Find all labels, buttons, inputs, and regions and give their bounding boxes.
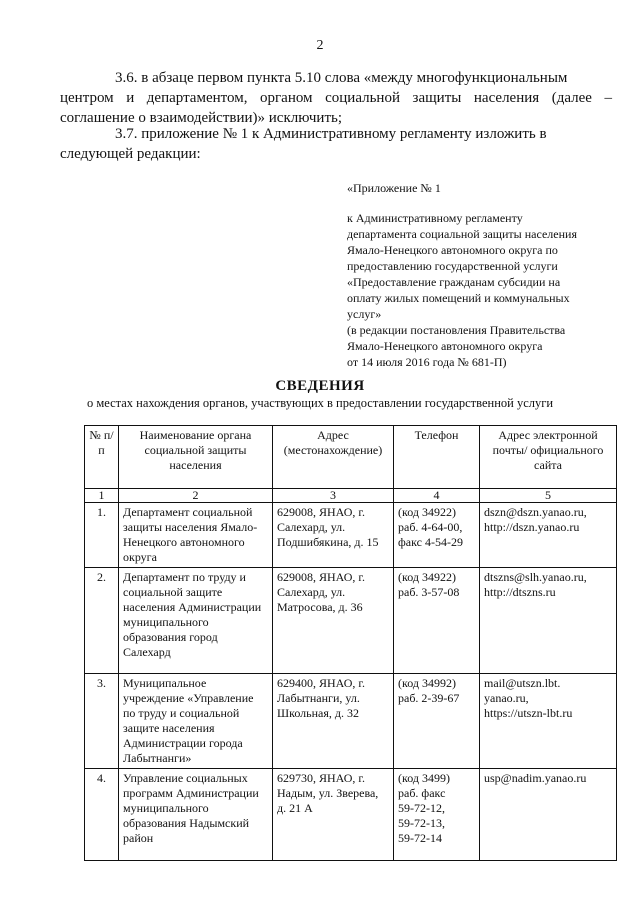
email-line: yanao.ru, bbox=[484, 691, 529, 705]
phone-line: 59-72-13, bbox=[398, 816, 445, 830]
phone-line: (код 3499) bbox=[398, 771, 450, 785]
phone-line: раб. факс bbox=[398, 786, 446, 800]
appendix-line: услуг» bbox=[347, 307, 382, 321]
column-number: 5 bbox=[480, 489, 617, 503]
phone-line: (код 34922) bbox=[398, 570, 456, 584]
organization-phone bbox=[394, 769, 480, 861]
paragraph-continuation: центром и департаментом, органом социальной защиты населения (далее – соглашение о взаимодействии)» исключить; bbox=[60, 90, 612, 126]
organization-contacts bbox=[480, 503, 617, 568]
paragraph-continuation: следующей редакции: bbox=[60, 146, 201, 162]
column-number: 4 bbox=[394, 489, 480, 503]
organization-address: 629008, ЯНАО, г. Салехард, ул. Подшибякина, д. 15 bbox=[273, 503, 394, 568]
appendix-line: «Предоставление гражданам субсидии на bbox=[347, 275, 561, 289]
paragraph-3-6 bbox=[60, 68, 612, 128]
page-number: 2 bbox=[316, 38, 324, 53]
header-phone: Телефон bbox=[394, 426, 480, 489]
organization-address: 629730, ЯНАО, г. Надым, ул. Зверева, д. 21 А bbox=[273, 769, 394, 861]
appendix-line: департамента социальной защиты населения bbox=[347, 227, 577, 241]
header-email-site: Адрес электронной почты/ официального сайта bbox=[480, 426, 617, 489]
table-row bbox=[85, 503, 617, 568]
phone-line: раб. 4-64-00, bbox=[398, 520, 463, 534]
appendix-line: к Административному регламенту bbox=[347, 211, 523, 225]
appendix-line: от 14 июля 2016 года № 681-П) bbox=[347, 355, 507, 369]
organization-name: Муниципальное учреждение «Управление по труду и социальной защите населения Администрации города Лабытнанги» bbox=[119, 674, 273, 769]
section-heading: СВЕДЕНИЯ bbox=[275, 378, 365, 394]
website-line: http://dszn.yanao.ru bbox=[484, 520, 580, 534]
appendix-block bbox=[347, 180, 612, 370]
column-number: 2 bbox=[119, 489, 273, 503]
phone-line: раб. 2-39-67 bbox=[398, 691, 460, 705]
appendix-line: Ямало-Ненецкого автономного округа bbox=[347, 339, 543, 353]
email-line: usp@nadim.yanao.ru bbox=[484, 771, 587, 785]
email-line: dszn@dszn.yanao.ru, bbox=[484, 505, 587, 519]
organization-contacts bbox=[480, 568, 617, 674]
organization-name: Департамент социальной защиты населения Ямало-Ненецкого автономного округа bbox=[119, 503, 273, 568]
phone-line: 59-72-12, bbox=[398, 801, 445, 815]
appendix-line: Ямало-Ненецкого автономного округа по bbox=[347, 243, 558, 257]
organization-phone bbox=[394, 674, 480, 769]
header-organization: Наименование органа социальной защиты населения bbox=[119, 426, 273, 489]
row-number: 3. bbox=[85, 674, 119, 769]
column-number-row bbox=[85, 489, 617, 503]
phone-line: 59-72-14 bbox=[398, 831, 442, 845]
paragraph-first-line: 3.6. в абзаце первом пункта 5.10 слова «между многофункциональным bbox=[115, 70, 568, 86]
header-address: Адрес (местонахождение) bbox=[273, 426, 394, 489]
phone-line: раб. 3-57-08 bbox=[398, 585, 460, 599]
paragraph-3-7 bbox=[60, 124, 612, 164]
organization-name: Управление социальных программ Администрации муниципального образования Надымский район bbox=[119, 769, 273, 861]
website-line: https://utszn-lbt.ru bbox=[484, 706, 573, 720]
appendix-title: «Приложение № 1 bbox=[347, 181, 441, 195]
organization-name: Департамент по труду и социальной защите населения Администрации муниципального образования город Салехард bbox=[119, 568, 273, 674]
table-row bbox=[85, 568, 617, 674]
appendix-line: (в редакции постановления Правительства bbox=[347, 323, 566, 337]
phone-line: факс 4-54-29 bbox=[398, 535, 463, 549]
phone-line: (код 34922) bbox=[398, 505, 456, 519]
row-number: 4. bbox=[85, 769, 119, 861]
email-line: dtszns@slh.yanao.ru, bbox=[484, 570, 587, 584]
paragraph-first-line: 3.7. приложение № 1 к Административному регламенту изложить в bbox=[115, 126, 547, 142]
header-number: № п/п bbox=[85, 426, 119, 489]
organization-contacts bbox=[480, 674, 617, 769]
organizations-table bbox=[84, 425, 617, 861]
organization-contacts bbox=[480, 769, 617, 861]
section-subheading: о местах нахождения органов, участвующих в предоставлении государственной услуги bbox=[86, 396, 554, 410]
row-number: 1. bbox=[85, 503, 119, 568]
organization-phone bbox=[394, 503, 480, 568]
column-number: 1 bbox=[85, 489, 119, 503]
organization-address: 629400, ЯНАО, г. Лабытнанги, ул. Школьная, д. 32 bbox=[273, 674, 394, 769]
email-line: mail@utszn.lbt. bbox=[484, 676, 561, 690]
appendix-line: оплату жилых помещений и коммунальных bbox=[347, 291, 570, 305]
website-line: http://dtszns.ru bbox=[484, 585, 556, 599]
table-row bbox=[85, 769, 617, 861]
phone-line: (код 34992) bbox=[398, 676, 456, 690]
organization-address: 629008, ЯНАО, г. Салехард, ул. Матросова, д. 36 bbox=[273, 568, 394, 674]
row-number: 2. bbox=[85, 568, 119, 674]
appendix-line: предоставлению государственной услуги bbox=[347, 259, 558, 273]
table-row bbox=[85, 674, 617, 769]
column-number: 3 bbox=[273, 489, 394, 503]
table-header-row bbox=[85, 426, 617, 489]
organization-phone bbox=[394, 568, 480, 674]
